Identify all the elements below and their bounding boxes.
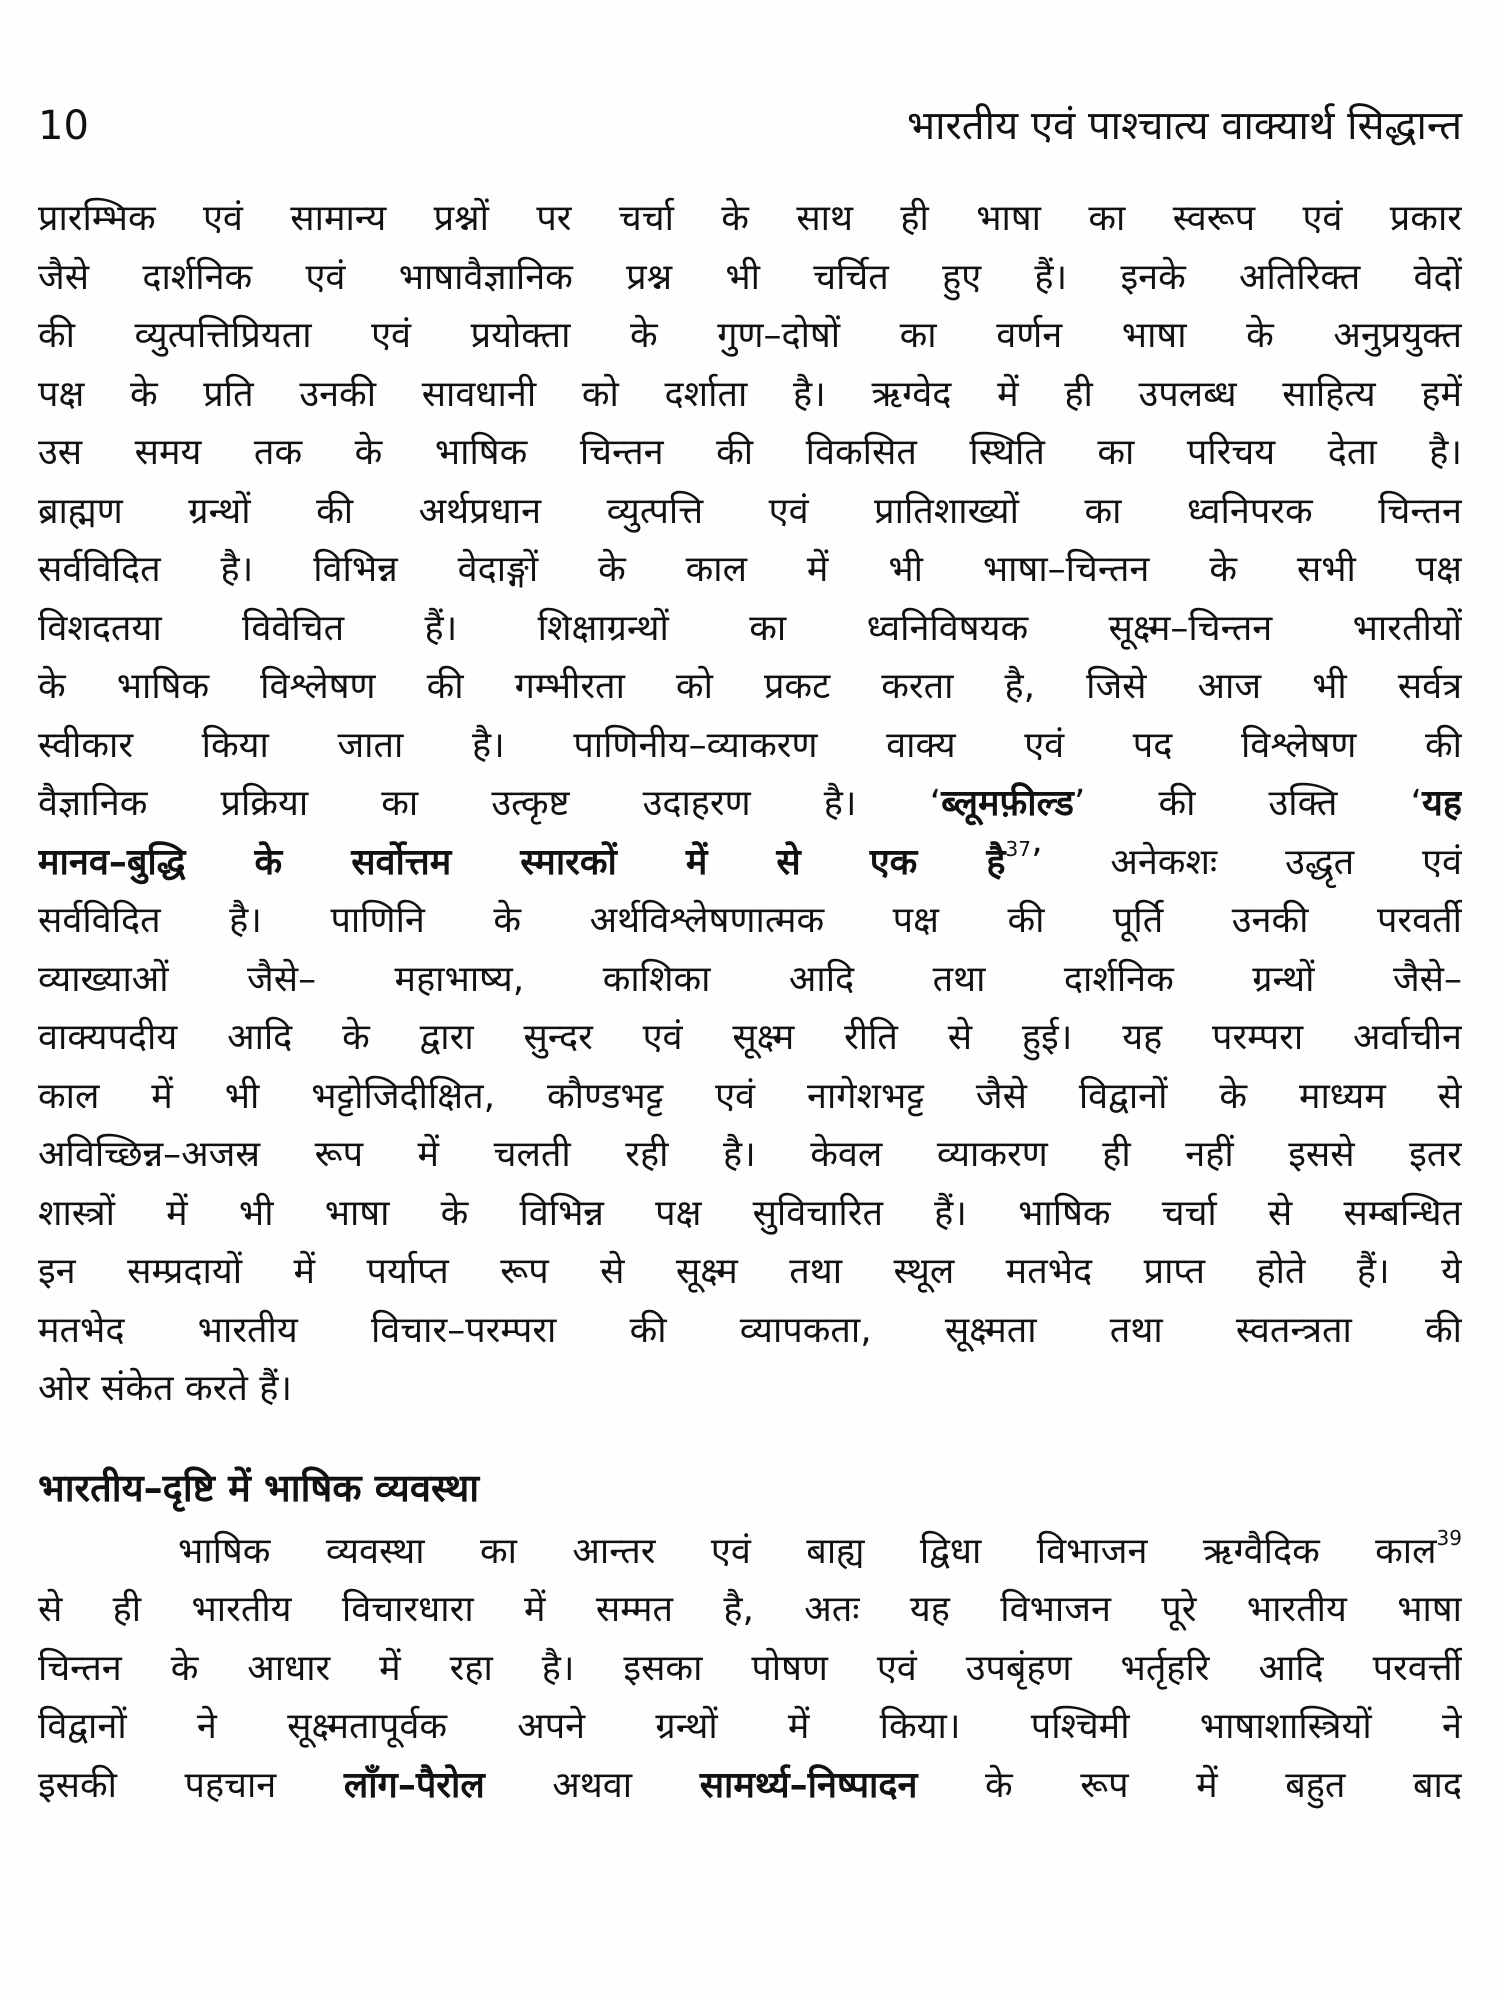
text-line: विशदतया विवेचित हैं। शिक्षाग्रन्थों का ध्वनिविषयक सूक्ष्म–चिन्तन भारतीयों xyxy=(38,607,1462,649)
text-line: वाक्यपदीय आदि के द्वारा सुन्दर एवं सूक्ष्म रीति से हुई। यह परम्परा अर्वाचीन xyxy=(38,1017,1462,1058)
bold-quote-start: यह xyxy=(1422,783,1462,824)
bold-quote: मानव–बुद्धि के सर्वोत्तम स्मारकों में से एक है xyxy=(38,841,1006,883)
paragraph-1 xyxy=(38,190,1462,1419)
text-run: अथवा xyxy=(484,1764,700,1806)
text-line: के भाषिक विश्लेषण की गम्भीरता को प्रकट करता है, जिसे आज भी सर्वत्र xyxy=(38,666,1462,707)
text-run: के रूप में बहुत बाद xyxy=(917,1764,1462,1806)
text-line: इन सम्प्रदायों में पर्याप्त रूप से सूक्ष्म तथा स्थूल मतभेद प्राप्त होते हैं। ये xyxy=(38,1251,1462,1292)
text-line: चिन्तन के आधार में रहा है। इसका पोषण एवं उपबृंहण भर्तृहरि आदि परवर्त्ती xyxy=(38,1647,1462,1689)
text-line: सर्वविदित है। पाणिनि के अर्थविश्लेषणात्मक पक्ष की पूर्ति उनकी परवर्ती xyxy=(38,900,1462,941)
page-number: 10 xyxy=(38,103,89,149)
paragraph-2 xyxy=(38,1523,1462,1816)
text-line: काल में भी भट्टोजिदीक्षित, कौण्डभट्ट एवं नागेशभट्ट जैसे विद्वानों के माध्यम से xyxy=(38,1075,1462,1117)
text-run: वैज्ञानिक प्रक्रिया का उत्कृष्ट उदाहरण है। ‘ xyxy=(38,783,942,824)
text-line: अविच्छिन्न–अजस्र रूप में चलती रही है। केवल व्याकरण ही नहीं इससे इतर xyxy=(38,1134,1462,1175)
body-text xyxy=(38,190,1462,1815)
bold-name-bloomfield: ब्लूमफ़ील्ड xyxy=(941,783,1074,824)
text-line: ओर संकेत करते हैं। xyxy=(38,1368,293,1409)
section-gap xyxy=(38,1419,1462,1453)
footnote-ref: 37 xyxy=(1005,836,1031,861)
text-line: सर्वविदित है। विभिन्न वेदाङ्गों के काल में भी भाषा–चिन्तन के सभी पक्ष xyxy=(38,549,1462,590)
text-line xyxy=(38,1757,1462,1816)
text-line: की व्युत्पत्तिप्रियता एवं प्रयोक्ता के गुण–दोषों का वर्णन भाषा के अनुप्रयुक्त xyxy=(38,315,1462,356)
text-run: ’ की उक्ति ‘ xyxy=(1073,783,1422,824)
text-run: इसकी पहचान xyxy=(38,1764,344,1806)
text-line: पक्ष के प्रति उनकी सावधानी को दर्शाता है। ऋग्वेद में ही उपलब्ध साहित्य हमें xyxy=(38,373,1462,415)
text-line: स्वीकार किया जाता है। पाणिनीय–व्याकरण वाक्य एवं पद विश्लेषण की xyxy=(38,724,1462,766)
text-line: उस समय तक के भाषिक चिन्तन की विकसित स्थिति का परिचय देता है। xyxy=(38,432,1462,473)
bold-term-langue-parole: लाँग–पैरोल xyxy=(343,1764,485,1806)
text-line: शास्त्रों में भी भाषा के विभिन्न पक्ष सुविचारित हैं। भाषिक चर्चा से सम्बन्धित xyxy=(38,1192,1462,1234)
text-line xyxy=(38,1523,1462,1582)
running-title: भारतीय एवं पाश्चात्य वाक्यार्थ सिद्धान्त xyxy=(906,103,1462,149)
footnote-ref: 39 xyxy=(1436,1525,1462,1550)
section-heading: भारतीय–दृष्टि में भाषिक व्यवस्था xyxy=(38,1465,480,1510)
text-line xyxy=(38,834,1462,893)
page-header xyxy=(38,96,1462,156)
text-line: से ही भारतीय विचारधारा में सम्मत है, अतः यह विभाजन पूरे भारतीय भाषा xyxy=(38,1589,1462,1630)
text-line: ब्राह्मण ग्रन्थों की अर्थप्रधान व्युत्पत्ति एवं प्रातिशाख्यों का ध्वनिपरक चिन्तन xyxy=(38,490,1462,532)
text-line: मतभेद भारतीय विचार–परम्परा की व्यापकता, सूक्ष्मता तथा स्वतन्त्रता की xyxy=(38,1309,1462,1351)
text-line: व्याख्याओं जैसे– महाभाष्य, काशिका आदि तथा दार्शनिक ग्रन्थों जैसे– xyxy=(38,958,1462,1000)
text-line: जैसे दार्शनिक एवं भाषावैज्ञानिक प्रश्न भी चर्चित हुए हैं। इनके अतिरिक्त वेदों xyxy=(38,256,1462,298)
text-line xyxy=(38,775,1462,834)
text-run: भाषिक व्यवस्था का आन्तर एवं बाह्य द्विधा विभाजन ऋग्वैदिक काल xyxy=(178,1530,1437,1572)
text-run: ’ अनेकशः उद्धृत एवं xyxy=(1030,841,1462,883)
text-line: प्रारम्भिक एवं सामान्य प्रश्नों पर चर्चा के साथ ही भाषा का स्वरूप एवं प्रकार xyxy=(38,198,1462,239)
text-line: विद्वानों ने सूक्ष्मतापूर्वक अपने ग्रन्थों में किया। पश्चिमी भाषाशास्त्रियों ने xyxy=(38,1706,1462,1747)
bold-term-competence-performance: सामर्थ्य–निष्पादन xyxy=(699,1764,918,1806)
